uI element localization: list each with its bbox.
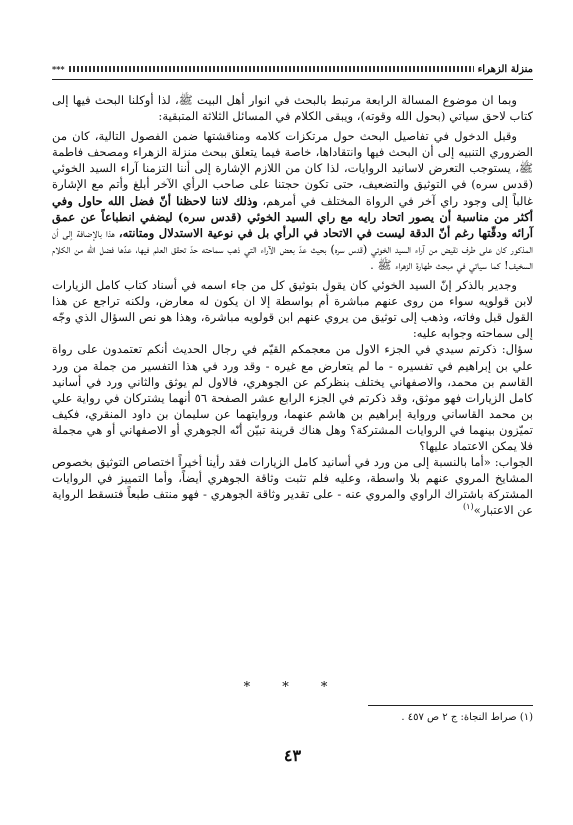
section-divider-stars: * * * — [243, 680, 342, 695]
footnote: (١) صراط النجاة: ج ٢ ص ٤٥٧ . — [401, 712, 533, 723]
footnote-reference: (١) — [463, 502, 474, 512]
header-rule — [52, 79, 533, 80]
paragraph-2-part-a: وقبل الدخول في تفاصيل البحث حول مرتكزات كلامه ومناقشتها ضمن الفصول التالية، كان من الضروري التنبيه إلى أن البحث فيها وانتقاداها، خاصة فيما يتعلق ببحث منزلة الزهراء ومصحف فاطمة ﷺ، يستوجب التعرض لاسانيد الروايات، لذا كان من اللازم الإشارة إلى أننا التزمنا آراء السيد الخوئي (قدس سره) في التوثيق والتضعيف، حتى تكون حجتنا على صاحب الرأي الآخر أبلغ وأتم مع الإشارة غالباً إلى وجود راي آخر في الرواة المختلف في أمرهم، — [52, 129, 533, 208]
paragraph-2-part-c: هذا بالإضافة إلى أن المذكور كان على طرف نقيض من آراء السيد الخوئي (قدس سره) بحيث عدّ بعض الآراء التي ذهب سماحته حدّ تحقق العلم فيها، عدّها فضل الله من الكلام السخيف! كما سياتي في مبحث طهارة الزهراء ﷺ . — [52, 225, 533, 272]
answer-label: الجواب: — [494, 455, 533, 470]
book-page — [52, 62, 533, 822]
paragraph-1: وبما ان موضوع المسالة الرابعة مرتبط بالبحث في انوار أهل البيت ﷺ، لذا أوكلنا البحث فيها إلى كتاب لاحق سياتي (بحول الله وقوته)، ويبقى الكلام في المسائل الثلاثة المتبقية: — [52, 93, 533, 124]
paragraph-3: وجدير بالذكر إنّ السيد الخوئي كان يقول بتوثيق كل من جاء اسمه في أسناد كتاب كامل الزيارات لابن قولويه سواء من روى عنهم مباشرة أم بواسطة إلا ان يكون له معارض، ولكنه تراجع عن هذا القول قبل وفاته، وذهب إلى توثيق من يروي عنهم ابن قولويه مباشرة، وهذا هو نص السؤال الذي وجّه إلى سماحته وجوابه عليه: — [52, 278, 533, 341]
question-text: ذكرتم سيدي في الجزء الاول من معجمكم القيّم في رجال الحديث أنكم تعتمدون على رواة علي بن إبراهيم في تفسيره - ما لم يتعارض مع غيره - وقد ورد في هذا التفسير من جملة من ورد القاسم بن محمد، والاصفهاني يختلف بنظركم عن الجوهري، فالاول لم يوثق والثاني ورد في أسانيد كامل الزيارات فهو موثق، وقد ذكرتم في الجزء الرابع عشر الصفحة ٥٦ أنهما يشتركان في رواية علي بن محمد القاساني ورواية إبراهيم بن هاشم عنهما، وروايتهما عن سليمان بن داود المنقري، فكيف تميّزون بينهما في الروايات المشتركة؟ وهل هناك قرينة تبيّن أنّه الجوهري أو الاصفهاني أو هي مجملة فلا يمكن الاعتماد عليها؟ — [52, 342, 533, 453]
answer-paragraph — [52, 454, 533, 518]
paragraph-2-bold-part: وذلك لاننا لاحظنا أنّ فضل الله حاول وفي أكثر من مناسبة أن يصور اتحاد رايه مع راي السيد الخوئي (قدس سره) ليضفي انطباعاً عن عمق آرائه ودقّتها رغم أنّ الدقة ليست في الاتحاد في الرأي بل في نوعية الاستدلال ومتانته، — [52, 193, 533, 240]
paragraph-2 — [52, 128, 533, 273]
footnote-rule — [368, 705, 533, 706]
running-head-star-mark: *** — [52, 64, 65, 74]
running-head-dotted-rule — [69, 66, 474, 72]
body-text — [52, 92, 533, 518]
question-paragraph — [52, 341, 533, 454]
question-label: سؤال: — [501, 342, 533, 357]
running-head-title: منزلة الزهراء — [477, 63, 533, 75]
answer-text: «أما بالنسبة إلى من ورد في أسانيد كامل الزيارات فقد رأينا أخيراً اختصاص التوثيق بخصوص المشايخ المروي عنهم بلا واسطة، وعليه فلم تثبت وثاقة الجوهري أيضاً، وأما التمييز في الروايات المشتركة باشتراك الراوي والمروي عنه - على تقدير وثاقة الجوهري - فهو منتف طبعاً فتسقط الرواية عن الاعتبار» — [52, 455, 533, 518]
running-head — [52, 62, 533, 76]
page-number: ٤٣ — [283, 746, 302, 765]
